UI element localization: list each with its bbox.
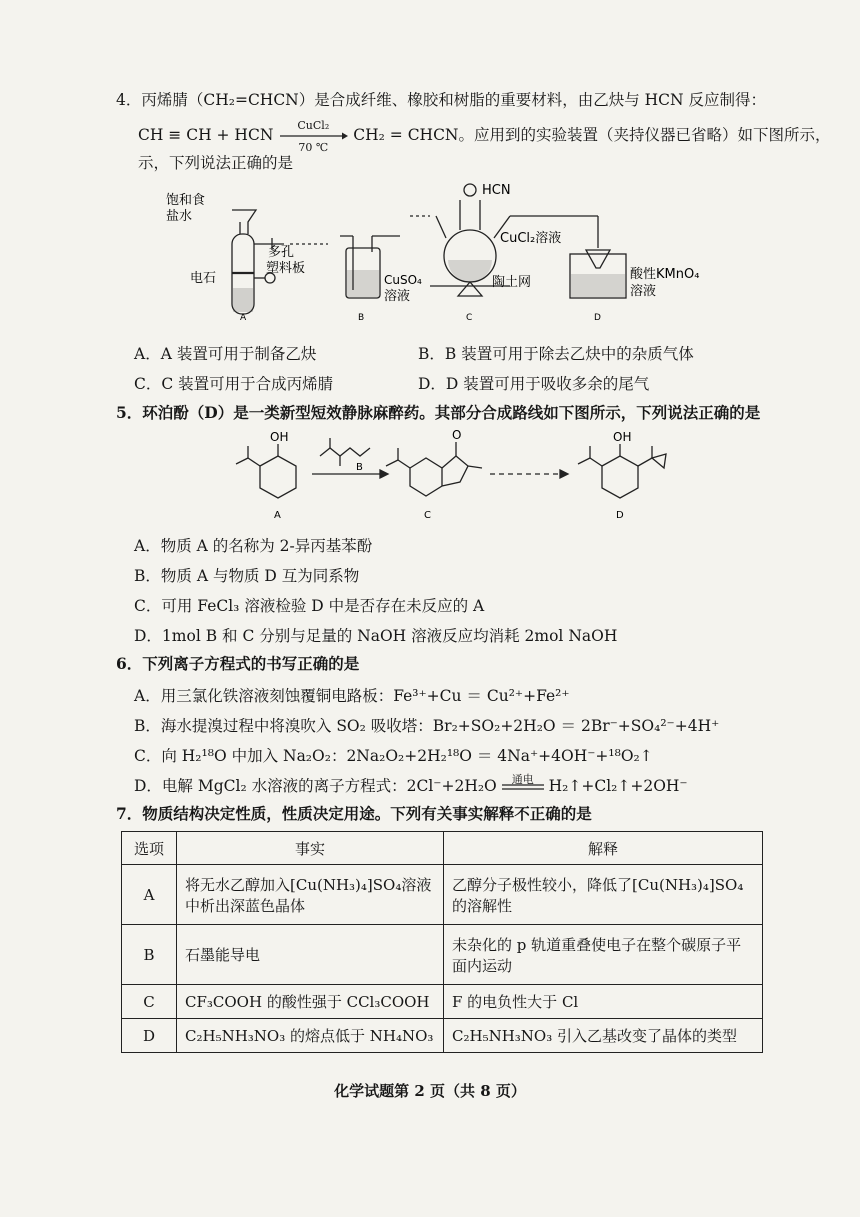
- q6-option-d-right: H₂↑+Cl₂↑+2OH⁻: [548, 777, 688, 795]
- q5-option-c: C．可用 FeCl₃ 溶液检验 D 中是否存在未反应的 A: [134, 597, 485, 615]
- table-header-row: [122, 832, 763, 865]
- q5-stem: 5．环泊酚（D）是一类新型短效静脉麻醉药。其部分合成路线如下图所示，下列说法正确的是: [116, 403, 761, 422]
- q5-label-C: C: [424, 510, 431, 521]
- reaction-arrow: [278, 119, 348, 154]
- q7-table: [121, 831, 763, 1053]
- q5-option-b: B．物质 A 与物质 D 互为同系物: [134, 567, 360, 585]
- q6-option-d-left: D．电解 MgCl₂ 水溶液的离子方程式：2Cl⁻+2H₂O: [134, 777, 497, 795]
- q4-option-c: C．C 装置可用于合成丙烯腈: [134, 375, 334, 393]
- funnel-icon: [232, 210, 256, 234]
- row-a-fact: 将无水乙醇加入[Cu(NH₃)₄]SO₄溶液中析出深蓝色晶体: [177, 865, 444, 925]
- table-row: [122, 865, 763, 925]
- row-b-explain: 未杂化的 p 轨道重叠使电子在整个碳原子平面内运动: [444, 925, 763, 985]
- header-fact: 事实: [177, 832, 444, 865]
- label-cuso4: CuSO₄: [384, 273, 422, 287]
- table-row: [122, 925, 763, 985]
- row-a-option: A: [122, 865, 177, 925]
- label-hcn: HCN: [482, 183, 511, 198]
- arrow-icon: [278, 131, 348, 141]
- q4-equation-right: CH₂ = CHCN: [353, 126, 459, 144]
- row-d-fact: C₂H₅NH₃NO₃ 的熔点低于 NH₄NO₃: [177, 1019, 444, 1053]
- q4-option-a: A．A 装置可用于制备乙炔: [134, 345, 317, 363]
- header-option: 选项: [122, 832, 177, 865]
- q5-label-B: B: [356, 462, 363, 473]
- page-footer: 化学试题第 2 页（共 8 页）: [334, 1082, 526, 1100]
- q6-condition: 通电: [511, 773, 534, 786]
- label-B: B: [358, 313, 365, 323]
- q5-synthesis-route: [220, 426, 720, 526]
- row-d-option: D: [122, 1019, 177, 1053]
- table-row: [122, 1019, 763, 1053]
- label-gauze: 陶土网: [492, 275, 532, 290]
- label-brine2: 盐水: [166, 209, 193, 224]
- label-A: A: [240, 313, 247, 323]
- q5-label-D: D: [616, 510, 624, 521]
- label-porous: 多孔: [268, 245, 295, 260]
- q6-option-c: C．向 H₂¹⁸O 中加入 Na₂O₂：2Na₂O₂+2H₂¹⁸O ＝ 4Na⁺+4OH⁻+¹⁸O₂↑: [134, 747, 653, 765]
- row-c-explain: F 的电负性大于 Cl: [444, 985, 763, 1019]
- q4-temperature: 70 ℃: [298, 141, 329, 154]
- row-b-option: B: [122, 925, 177, 985]
- label-kmno4: 酸性KMnO₄: [630, 267, 700, 282]
- q5-D-OH: OH: [613, 430, 632, 444]
- q4-equation-left: CH ≡ CH + HCN: [138, 126, 274, 144]
- label-kmno4-2: 溶液: [630, 284, 657, 299]
- q7-stem: 7．物质结构决定性质，性质决定用途。下列有关事实解释不正确的是: [116, 804, 592, 823]
- label-cuso4-2: 溶液: [384, 289, 411, 304]
- row-c-option: C: [122, 985, 177, 1019]
- q4-equation: [138, 119, 831, 154]
- header-explain: 解释: [444, 832, 763, 865]
- q6-option-a: A．用三氯化铁溶液刻蚀覆铜电路板：Fe³⁺+Cu ＝ Cu²⁺+Fe²⁺: [134, 687, 570, 705]
- label-brine: 饱和食: [166, 193, 206, 208]
- q4-stem-line3: 示，下列说法正确的是: [138, 154, 294, 172]
- q4-stem-line1: 4．丙烯腈（CH₂=CHCN）是合成纤维、橡胶和树脂的重要材料，由乙炔与 HCN 反应制得：: [116, 91, 767, 109]
- q5-option-a: A．物质 A 的名称为 2-异丙基苯酚: [134, 537, 373, 555]
- q5-C-O: O: [452, 428, 462, 442]
- q4-apparatus-figure: [160, 178, 720, 323]
- electrolysis-arrow: [502, 773, 544, 790]
- label-cucl2: CuCl₂溶液: [500, 231, 562, 246]
- q4-catalyst: CuCl₂: [297, 119, 330, 132]
- q5-option-d: D．1mol B 和 C 分别与足量的 NaOH 溶液反应均消耗 2mol NaOH: [134, 627, 618, 645]
- q4-option-b: B．B 装置可用于除去乙炔中的杂质气体: [418, 345, 694, 363]
- label-C: C: [466, 313, 473, 323]
- label-D: D: [594, 313, 601, 323]
- q5-label-A: A: [274, 510, 281, 521]
- q4-option-d: D．D 装置可用于吸收多余的尾气: [418, 375, 650, 393]
- label-porous2: 塑料板: [266, 261, 306, 276]
- q5-A-OH: OH: [270, 430, 289, 444]
- q6-option-b: B．海水提溴过程中将溴吹入 SO₂ 吸收塔：Br₂+SO₂+2H₂O ＝ 2Br⁻+SO₄²⁻+4H⁺: [134, 717, 720, 735]
- q4-stem-line2: 。应用到的实验装置（夹持仪器已省略）如下图所示，: [458, 126, 831, 144]
- q6-option-d: [134, 774, 688, 796]
- row-b-fact: 石墨能导电: [177, 925, 444, 985]
- label-carbide: 电石: [190, 271, 217, 286]
- q6-stem: 6．下列离子方程式的书写正确的是: [116, 654, 360, 673]
- row-d-explain: C₂H₅NH₃NO₃ 引入乙基改变了晶体的类型: [444, 1019, 763, 1053]
- row-c-fact: CF₃COOH 的酸性强于 CCl₃COOH: [177, 985, 444, 1019]
- row-a-explain: 乙醇分子极性较小，降低了[Cu(NH₃)₄]SO₄的溶解性: [444, 865, 763, 925]
- table-row: [122, 985, 763, 1019]
